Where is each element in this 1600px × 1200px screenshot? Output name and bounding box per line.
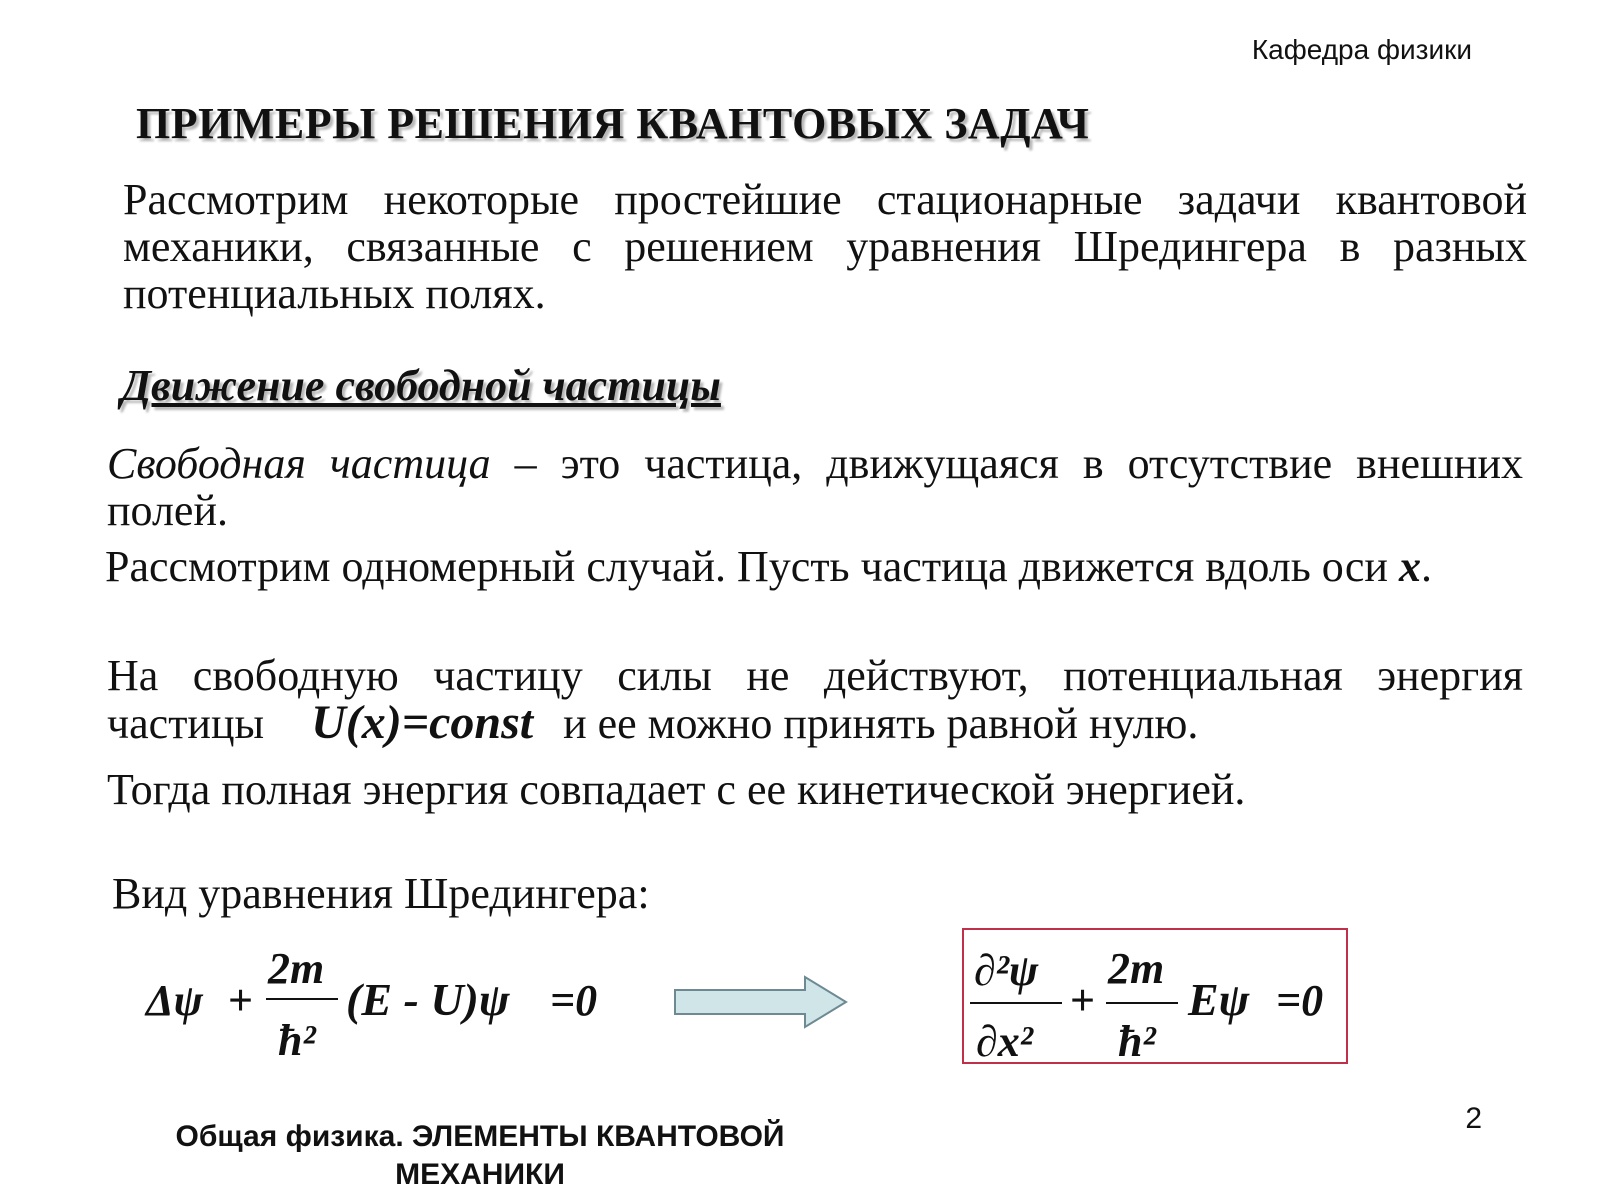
definition-term: Свободная частица [107, 439, 491, 488]
schrodinger-label: Вид уравнения Шредингера: [112, 869, 650, 918]
eq-free-denominator: ∂x² [976, 1017, 1033, 1066]
eq-general-bracket: (E - U)ψ [346, 974, 510, 1025]
slide-title: ПРИМЕРЫ РЕШЕНИЯ КВАНТОВЫХ ЗАДАЧ [136, 99, 1090, 148]
highlighted-equation-box [962, 928, 1348, 1064]
total-energy-paragraph: Тогда полная энергия совпадает с ее кинетической энергией. [107, 765, 1246, 814]
axis-symbol: x [1398, 542, 1421, 591]
section-heading: Движение свободной частицы [121, 361, 721, 410]
definition-text: – это частица, движущаяся в отсутствие внешних полей. [107, 439, 1523, 535]
eq-free-coef-num: 2m [1108, 944, 1165, 993]
department-label: Кафедра физики [1251, 34, 1472, 65]
eq-free-rhs: Eψ [1188, 974, 1250, 1025]
footer-course: Общая физика. ЭЛЕМЕНТЫ КВАНТОВОЙ МЕХАНИКИ [175, 1120, 785, 1191]
eq-free-plus: + [1070, 976, 1096, 1025]
potential-before: На свободную частицу силы не действуют, потенциальная энергия частицы [107, 651, 1523, 748]
eq-general-numerator: 2m [268, 944, 325, 993]
one-dim-text: Рассмотрим одномерный случай. Пусть частица движется вдоль оси [105, 542, 1399, 591]
eq-general-lhs: Δψ [146, 976, 203, 1025]
right-arrow-icon [675, 977, 846, 1027]
potential-formula: U(x)=const [311, 696, 534, 749]
eq-free-equals: =0 [1276, 976, 1324, 1025]
eq-general-denominator: ħ² [278, 1016, 316, 1065]
eq-general-plus: + [228, 976, 254, 1025]
eq-free-coef-den: ħ² [1118, 1017, 1156, 1066]
one-dim-end: . [1420, 542, 1432, 591]
intro-paragraph: Рассмотрим некоторые простейшие стационарные задачи квантовой механики, связанные с решением уравнения Шредингера в разных потенциальных полях. [123, 175, 1527, 318]
eq-general-equals: =0 [550, 976, 598, 1025]
potential-after: и ее можно принять равной нулю. [563, 699, 1199, 748]
eq-free-numerator: ∂²ψ [974, 946, 1039, 995]
page-number: 2 [1465, 1102, 1482, 1135]
